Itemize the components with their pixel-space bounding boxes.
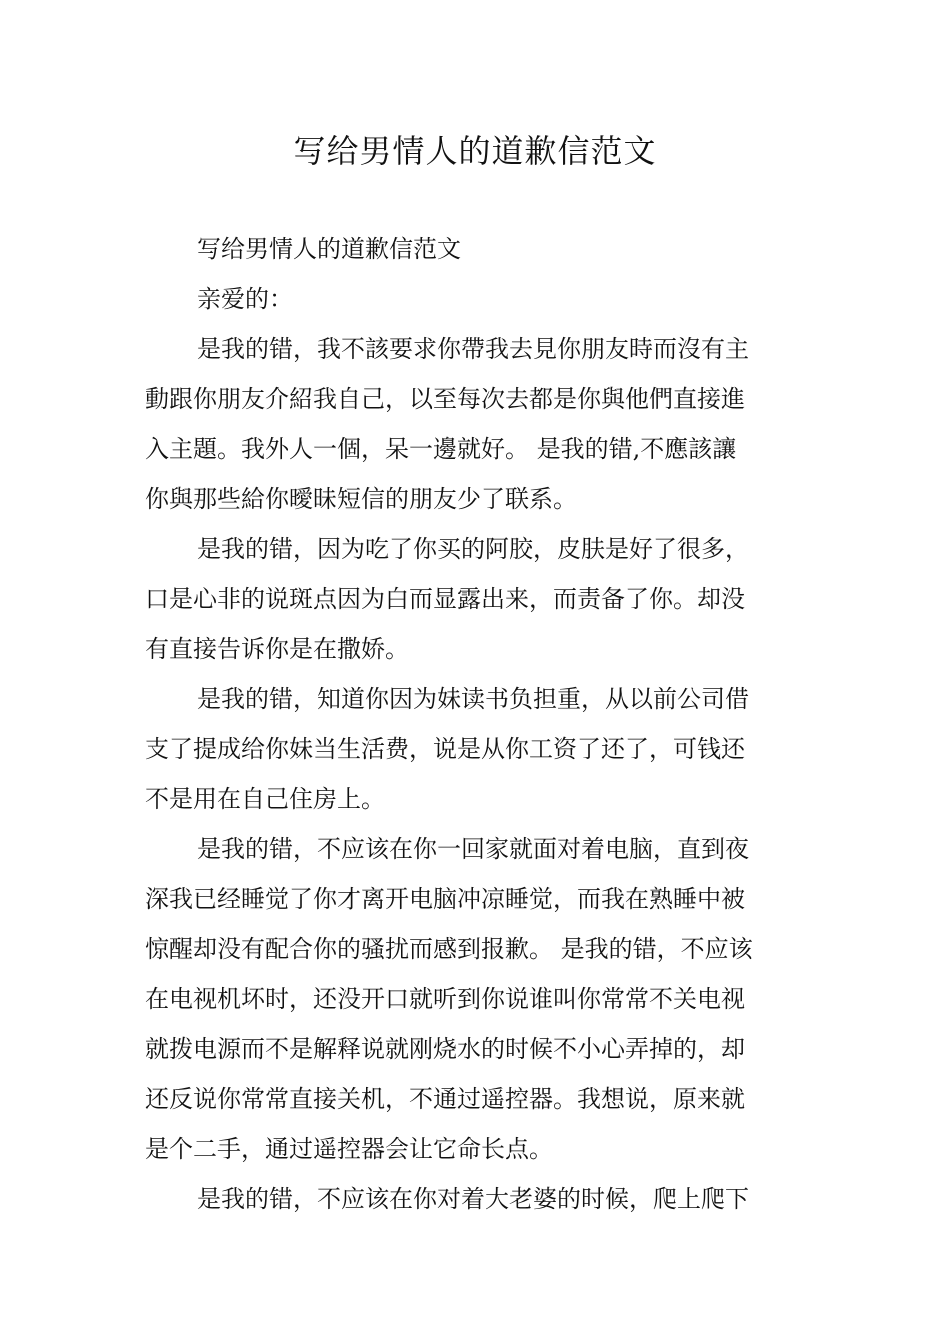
- text-line: 是个二手，通过遥控器会让它命长点。: [145, 1135, 553, 1163]
- letter-salutation: 亲爱的：: [197, 285, 293, 313]
- text-line: 是我的错，知道你因为妹读书负担重，从以前公司借: [197, 685, 749, 713]
- text-line: 口是心非的说斑点因为白而显露出来，而责备了你。却没: [145, 585, 745, 613]
- text-line: 有直接告诉你是在撒娇。: [145, 635, 409, 663]
- letter-body: [145, 224, 809, 1224]
- letter-subtitle: 写给男情人的道歉信范文: [197, 235, 461, 263]
- text-line: 就拨电源而不是解释说就刚烧水的时候不小心弄掉的，却: [145, 1035, 745, 1063]
- text-line: 是我的错，不应该在你对着大老婆的时候，爬上爬下: [197, 1185, 749, 1213]
- document-title: 写给男情人的道歉信范文: [293, 132, 657, 170]
- text-line: 不是用在自己住房上。: [145, 785, 385, 813]
- text-line: 惊醒却没有配合你的骚扰而感到报歉。 是我的错，不应该: [145, 935, 753, 963]
- text-line: 是我的错，因为吃了你买的阿胶，皮肤是好了很多，: [197, 535, 749, 563]
- text-line: 还反说你常常直接关机，不通过遥控器。我想说，原来就: [145, 1085, 745, 1113]
- text-line: 支了提成给你妹当生活费，说是从你工资了还了，可钱还: [145, 735, 745, 763]
- text-line: 是我的错，我不該要求你帶我去見你朋友時而沒有主: [197, 335, 749, 363]
- text-line: 動跟你朋友介紹我自己，以至每次去都是你與他們直接進: [145, 385, 745, 413]
- text-line: 你與那些給你曖昧短信的朋友少了联系。: [145, 485, 577, 513]
- text-line: 是我的错，不应该在你一回家就面对着电脑，直到夜: [197, 835, 749, 863]
- text-line: 深我已经睡觉了你才离开电脑冲凉睡觉，而我在熟睡中被: [145, 885, 745, 913]
- text-line: 入主題。我外人一個，呆一邊就好。 是我的错,不應該讓: [145, 435, 737, 463]
- text-line: 在电视机坏时，还没开口就听到你说谁叫你常常不关电视: [145, 985, 745, 1013]
